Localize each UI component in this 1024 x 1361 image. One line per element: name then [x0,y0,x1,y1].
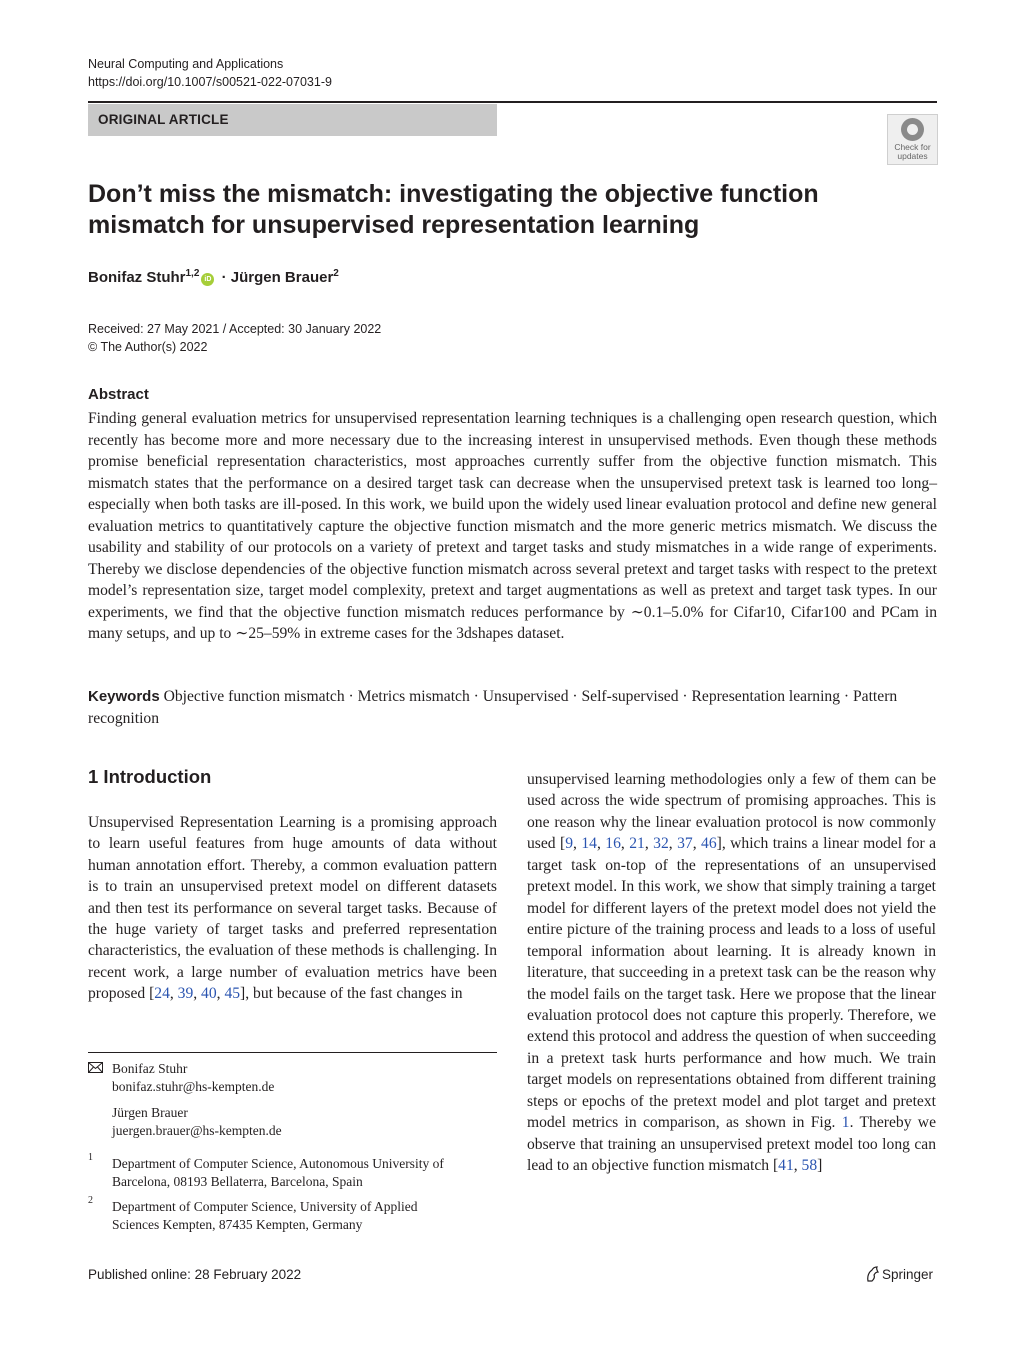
citation-link[interactable]: 46 [701,835,717,853]
author-2[interactable]: Jürgen Brauer [230,269,334,286]
figure-link[interactable]: 1 [841,1114,850,1132]
intro-column-right: unsupervised learning methodologies only a few of them can be used across the wide spectrum of promising approaches. This is one reason why the linear evaluation protocol is now commonly used [9, 14, 16, 21, 32, 37, 46], which trains a linear model for a target task on-top of the representations of an unsupervised pretext model. In this work, we show that simply training a target model for different layers of the pretext model does not yield the entire picture of the training process and leads to a loss of useful temporal information about learning. It is already known in literature, that succeeding in a pretext task can be the reason why the model fails on the target task. Here we propose that the linear evaluation protocol does not capture this properly. Therefore, we extend this protocol and address the question of when succeeding in a pretext task hurts performance and how much. We train target models on representations obtained from different training steps or epochs of the pretext model and plot target and pretext model metrics in comparison, as shown in Fig. 1. Thereby we observe that training an unsupervised pretext model too long can lead to an objective function mismatch [41, 58] [527,771,937,1175]
affiliation-line: Department of Computer Science, University of Applied [112,1199,418,1214]
article-type-label: ORIGINAL ARTICLE [98,112,229,127]
received-accepted: Received: 27 May 2021 / Accepted: 30 January 2022 [88,322,382,336]
keywords [88,686,937,729]
abstract-heading: Abstract [88,386,149,403]
check-for-updates-badge[interactable] [887,114,938,165]
publisher-logo [865,1266,933,1282]
published-online: Published online: 28 February 2022 [88,1267,302,1282]
envelope-icon [88,1062,103,1073]
affiliation-number: 1 [88,1152,93,1163]
citation-link[interactable]: 45 [224,985,241,1003]
affiliation-line: Department of Computer Science, Autonomous University of [112,1156,444,1171]
keywords-label: Keywords [88,688,160,705]
author-1[interactable]: Bonifaz Stuhr [88,269,186,286]
affiliation-line: Barcelona, 08193 Bellaterra, Barcelona, Spain [112,1174,363,1189]
affiliation-2 [112,1198,497,1234]
crossmark-line1: Check for [894,142,931,152]
citation-link[interactable]: 16 [605,835,621,853]
affiliation-number: 2 [88,1195,93,1206]
citation-link[interactable]: 32 [653,835,669,853]
orcid-icon[interactable]: iD [201,273,214,286]
author-1-affiliation: 1,2 [185,268,200,279]
intro-paragraph-tail: ], but because of the fast changes in [240,985,463,1003]
title-line2: mismatch for unsupervised representation learning [88,211,700,239]
intro-text-part: unsupervised learning methodologies only a few of them can be used across the wide spectrum of promising approaches. This is one reason why the linear evaluation protocol is now commonly used [ [527,771,936,853]
citation-link[interactable]: 9 [565,835,574,853]
corr-email[interactable]: bonifaz.stuhr@hs-kempten.de [112,1079,275,1094]
citation-link[interactable]: 40 [201,985,217,1003]
copyright: © The Author(s) 2022 [88,340,208,354]
affiliation-1 [112,1155,497,1191]
doi-link[interactable]: https://doi.org/10.1007/s00521-022-07031-9 [88,75,332,89]
intro-paragraph: Unsupervised Representation Learning is a promising approach to learn useful features from huge amounts of data without human annotation effort. Thereby, a common evaluation pattern is to train an unsupervised pretext model on different datasets and then test its performance on several target tasks. Because of the huge variety of target tasks and preferred representation characteristics, the evaluation of these methods is challenging. In recent work, a large number of evaluation metrics have been proposed [ [88,814,497,1003]
intro-text-part: ] [817,1157,823,1175]
corr-email[interactable]: juergen.brauer@hs-kempten.de [112,1123,282,1138]
footnote-rule [88,1052,497,1053]
citation-link[interactable]: 14 [581,835,597,853]
header-rule [88,101,937,103]
corr-name: Bonifaz Stuhr [112,1061,188,1076]
keywords-list: Objective function mismatch · Metrics mismatch · Unsupervised · Self-supervised · Representation learning · Pattern recognition [88,688,898,727]
citation-link[interactable]: 24 [154,985,170,1003]
corresponding-author-1 [112,1060,274,1096]
author-separator: · [221,269,227,286]
article-dates [88,320,381,356]
title-line1: Don’t miss the mismatch: investigating the objective function [88,180,819,208]
corresponding-author-2 [112,1104,282,1140]
author-list [88,268,339,286]
citation-link[interactable]: 21 [629,835,645,853]
citation-link[interactable]: 41 [778,1157,794,1175]
journal-header [88,55,332,91]
crossmark-line2: updates [897,151,928,161]
intro-text-part: ], which trains a linear model for a target task on-top of the representations of an unsupervised pretext model. In this work, we show that simply training a target model for different layers of the pretext model does not yield the entire picture of the training process and leads to a loss of useful temporal information about learning. It is already known in literature, that succeeding in a pretext task can be the reason why the model fails on the target task. Here we propose that the linear evaluation protocol does not capture this properly. Therefore, we extend this protocol and address the question of when succeeding in a pretext task hurts performance and how much. We train target models on representations obtained from different training steps or epochs of the pretext model and plot target and pretext model metrics in comparison, as shown in Fig. [527,835,937,1132]
author-2-affiliation: 2 [333,268,339,279]
section-heading-introduction: 1 Introduction [88,766,212,787]
springer-horse-icon [865,1266,879,1282]
publisher-name: Springer [882,1267,934,1282]
citation-link[interactable]: 37 [677,835,693,853]
abstract-text: Finding general evaluation metrics for unsupervised representation learning techniques is a challenging open research question, which recently has become more and more necessary due to the increasing interest in unsupervised methods. Even though these methods promise beneficial representation characteristics, most approaches currently suffer from the objective function mismatch. This mismatch states that the performance on a desired target task can decrease when the unsupervised pretext task is learned too long–especially when both tasks are ill-posed. In this work, we build upon the widely used linear evaluation protocol and define new general evaluation metrics to quantitatively capture the objective function mismatch and the more generic metrics mismatch. We discuss the usability and stability of our protocols on a variety of pretext and target tasks and study mismatches in a wide range of experiments. Thereby we disclose dependencies of the objective function mismatch across several pretext and target tasks with respect to the pretext model’s representation size, target model complexity, pretext and target augmentations as well as pretext and target task types. In our experiments, we find that the objective function mismatch reduces performance by ∼0.1–5.0% for Cifar10, Cifar100 and PCam in many setups, and up to ∼25–59% in extreme cases for the 3dshapes dataset. [88,410,937,642]
crossmark-icon [901,118,924,141]
article-type-banner [88,104,497,136]
paper-title [88,179,848,241]
intro-column-left: Unsupervised Representation Learning is a promising approach to learn useful features from huge amounts of data without human annotation effort. Thereby, a common evaluation pattern is to train an unsupervised pretext model on different datasets and then test its performance on several target tasks. Because of the huge variety of target tasks and preferred representation characteristics, the evaluation of these methods is challenging. In recent work, a large number of evaluation metrics have been proposed [24, 39, 40, 45], but because of the fast changes in [88,814,497,1003]
corr-name: Jürgen Brauer [112,1105,188,1120]
journal-name: Neural Computing and Applications [88,57,284,71]
citation-link[interactable]: 39 [177,985,194,1003]
intro-text-part: . Thereby we observe that training an unsupervised pretext model too long can lead to an objective function mismatch [ [527,1114,936,1175]
affiliation-line: Sciences Kempten, 87435 Kempten, Germany [112,1217,363,1232]
citation-link[interactable]: 58 [801,1157,818,1175]
